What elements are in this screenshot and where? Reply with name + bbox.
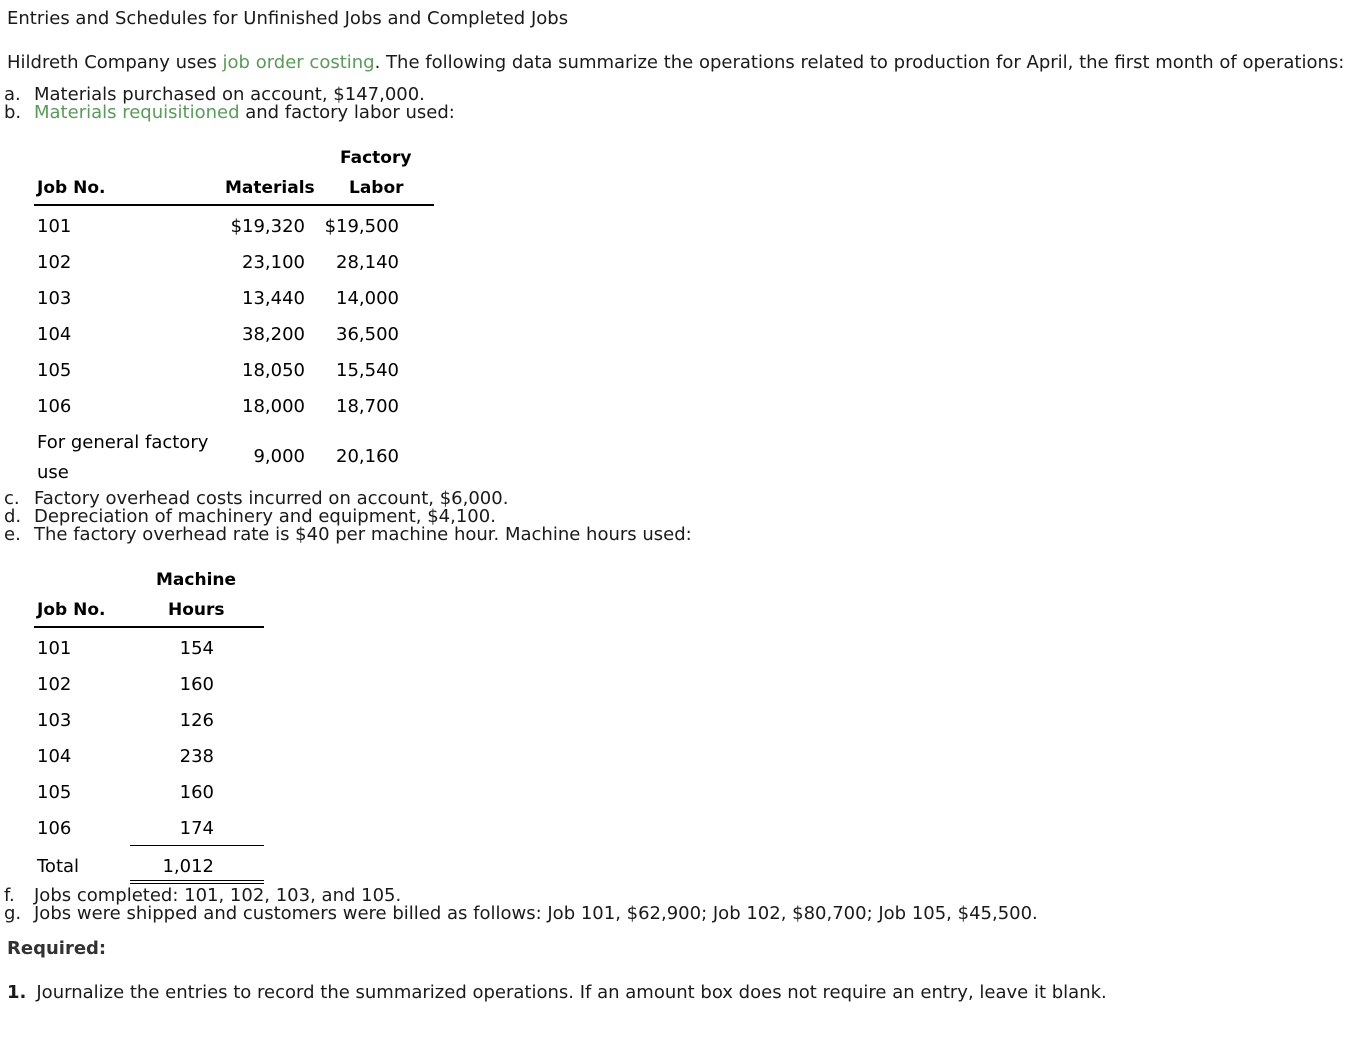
intro-paragraph [7,52,1344,73]
general-label-line1: For general factory [37,432,209,453]
total-rule [130,845,264,846]
general-label-line2: use [37,462,69,483]
item-d-text: Depreciation of machinery and equipment, $4,100. [34,506,496,527]
job-no: 105 [37,360,72,381]
item-c-text: Factory overhead costs incurred on account, $6,000. [34,488,509,509]
labor-value: $19,500 [324,216,399,237]
job-no: 106 [37,818,72,839]
question-1-number: 1. [7,982,27,1003]
labor-value: 18,700 [336,396,399,417]
item-b-marker: b. [4,102,22,123]
col-header-hours: Hours [168,600,225,620]
required-heading: Required: [7,938,107,959]
item-c-marker: c. [4,488,20,509]
materials-value: 23,100 [242,252,305,273]
job-no: 102 [37,252,72,273]
item-g-marker: g. [4,903,22,924]
item-g [4,903,1038,924]
hours-value: 154 [179,638,214,659]
labor-value: 14,000 [336,288,399,309]
materials-value: $19,320 [230,216,305,237]
hours-value: 160 [179,674,214,695]
materials-value: 18,050 [242,360,305,381]
job-no: 106 [37,396,72,417]
item-e [4,524,692,545]
col-header-materials: Materials [225,178,315,198]
col-header-job-no: Job No. [37,178,106,198]
hours-value: 238 [179,746,214,767]
item-g-text: Jobs were shipped and customers were billed as follows: Job 101, $62,900; Job 102, $80,700; Job 105, $45,500. [34,903,1038,924]
item-f-text: Jobs completed: 101, 102, 103, and 105. [34,885,402,906]
job-order-costing-link[interactable]: job order costing [222,52,375,73]
item-f-marker: f. [4,885,15,906]
labor-value: 15,540 [336,360,399,381]
general-labor-value: 20,160 [336,446,399,467]
question-1-text: Journalize the entries to record the summarized operations. If an amount box does not require an entry, leave it blank. [36,982,1107,1003]
labor-value: 28,140 [336,252,399,273]
labor-value: 36,500 [336,324,399,345]
job-no: 101 [37,638,72,659]
hours-value: 160 [179,782,214,803]
intro-pre: Hildreth Company uses [7,52,223,73]
col-header-machine: Machine [156,570,237,590]
item-b [4,102,455,123]
job-no: 103 [37,288,72,309]
item-d-marker: d. [4,506,22,527]
double-rule-bottom [130,883,264,884]
general-materials-value: 9,000 [253,446,305,467]
job-no: 101 [37,216,72,237]
job-no: 105 [37,782,72,803]
col-header-job-no: Job No. [37,600,106,620]
item-a-marker: a. [4,84,21,105]
header-rule [34,204,434,206]
col-header-labor: Labor [349,178,404,198]
page-title: Entries and Schedules for Unfinished Jobs and Completed Jobs [7,8,569,29]
col-header-factory: Factory [340,148,412,168]
materials-value: 18,000 [242,396,305,417]
job-no: 102 [37,674,72,695]
intro-post: . The following data summarize the operations related to production for April, the first month of operations: [374,52,1345,73]
materials-value: 38,200 [242,324,305,345]
total-label: Total [37,856,80,877]
double-rule-top [130,880,264,881]
item-e-text: The factory overhead rate is $40 per machine hour. Machine hours used: [34,524,692,545]
job-no: 103 [37,710,72,731]
total-hours-value: 1,012 [162,856,214,877]
materials-value: 13,440 [242,288,305,309]
header-rule [34,626,264,628]
hours-value: 126 [179,710,214,731]
job-no: 104 [37,746,72,767]
hours-value: 174 [179,818,214,839]
item-e-marker: e. [4,524,21,545]
job-no: 104 [37,324,72,345]
materials-requisitioned-link[interactable]: Materials requisitioned [34,102,240,123]
question-1 [7,982,1107,1003]
item-b-text: and factory labor used: [239,102,455,123]
item-a-text: Materials purchased on account, $147,000. [34,84,425,105]
